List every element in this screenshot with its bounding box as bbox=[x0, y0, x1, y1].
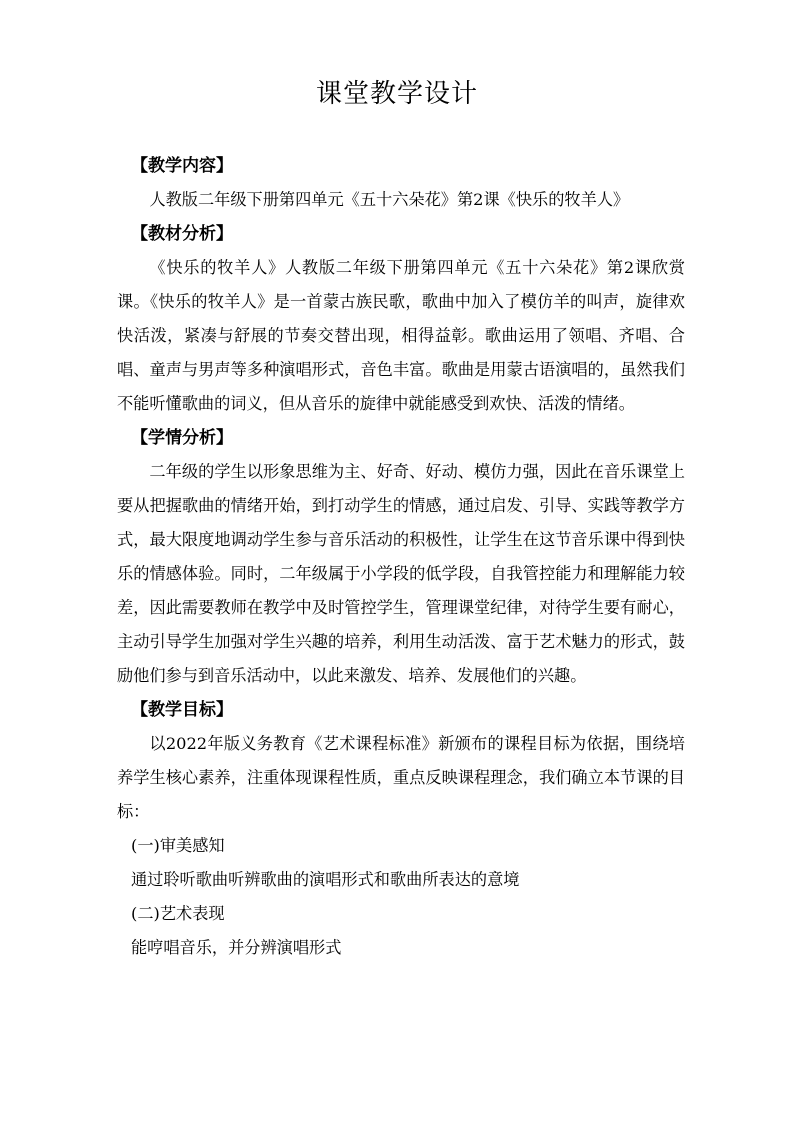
goal-text-aesthetic: 通过聆听歌曲听辨歌曲的演唱形式和歌曲所表达的意境 bbox=[131, 870, 520, 889]
student-analysis-text: 二年级的学生以形象思维为主、好奇、好动、模仿力强，因此在音乐课堂上要从把握歌曲的情绪开始，到打动学生的情感，通过启发、引导、实践等教学方式，最大限度地调动学生参与音乐活动的积极性，让学生在这节音乐课中得到快乐的情感体验。同时，二年级属于小学段的低学段，自我管控能力和理解能力较差，因此需要教师在教学中及时管控学生，管理课堂纪律，对待学生要有耐心，主动引导学生加强对学生兴趣的培养，利用生动活泼、富于艺术魅力的形式，鼓励他们参与到音乐活动中，以此来激发、培养、发展他们的兴趣。 bbox=[117, 462, 685, 685]
teaching-goals-intro: 以2022年版义务教育《艺术课程标准》新颁布的课程目标为依据，围绕培养学生核心素养，注重体现课程性质，重点反映课程理念，我们确立本节课的目标： bbox=[117, 734, 685, 821]
goal-text-artistic: 能哼唱音乐，并分辨演唱形式 bbox=[131, 938, 342, 957]
teaching-content-text: 人教版二年级下册第四单元《五十六朵花》第2课《快乐的牧羊人》 bbox=[149, 190, 630, 209]
section-heading-teaching-content: 【教学内容】 bbox=[131, 156, 233, 176]
goal-label-aesthetic: (一)审美感知 bbox=[131, 836, 225, 855]
section-heading-material-analysis: 【教材分析】 bbox=[131, 224, 233, 244]
section-heading-student-analysis: 【学情分析】 bbox=[131, 428, 233, 448]
material-analysis-text: 《快乐的牧羊人》人教版二年级下册第四单元《五十六朵花》第2课欣赏课。《快乐的牧羊人》是一首蒙古族民歌，歌曲中加入了模仿羊的叫声，旋律欢快活泼，紧凑与舒展的节奏交替出现，相得益彰。歌曲运用了领唱、齐唱、合唱、童声与男声等多种演唱形式，音色丰富。歌曲是用蒙古语演唱的，虽然我们不能听懂歌曲的词义，但从音乐的旋律中就能感受到欢快、活泼的情绪。 bbox=[117, 258, 685, 413]
goal-label-artistic: (二)艺术表现 bbox=[131, 904, 225, 923]
document-body bbox=[117, 149, 685, 965]
section-heading-teaching-goals: 【教学目标】 bbox=[131, 700, 233, 720]
document-title: 课堂教学设计 bbox=[315, 79, 478, 109]
